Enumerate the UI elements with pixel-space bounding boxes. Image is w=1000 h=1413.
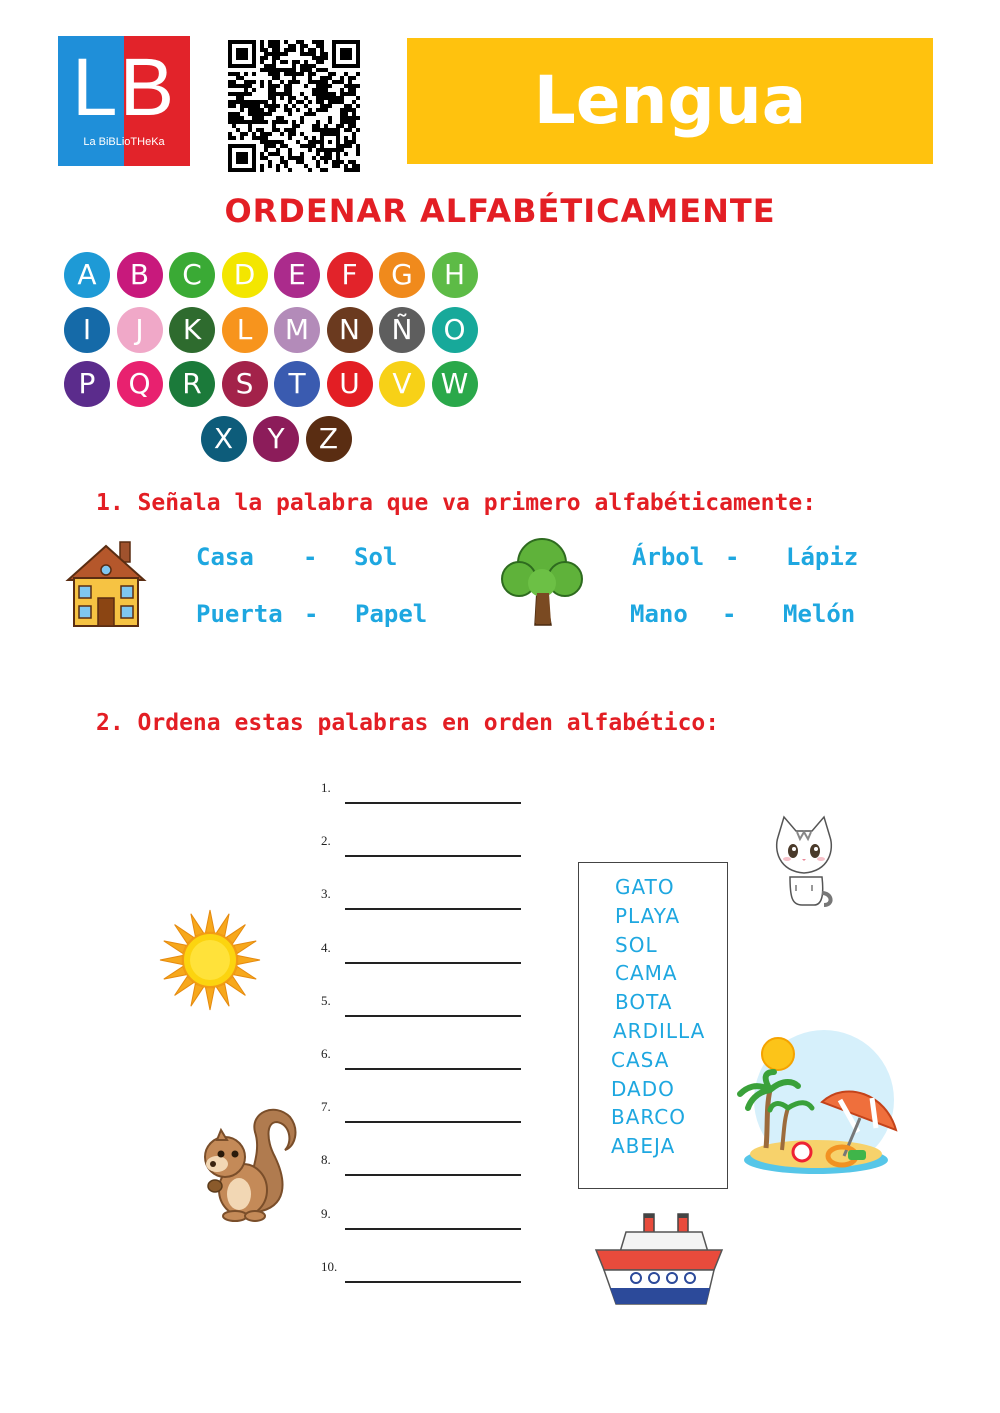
pair-3-dash: - bbox=[725, 543, 740, 571]
subject-title: Lengua bbox=[533, 62, 807, 139]
pair-4-word-a[interactable]: Mano bbox=[630, 600, 688, 628]
sun-icon bbox=[158, 908, 262, 1012]
word-list-item: BARCO bbox=[611, 1105, 687, 1130]
letter-circle: X bbox=[201, 416, 247, 462]
letter-circle: K bbox=[169, 307, 215, 353]
logo-subtitle: La BiBLioTHeKa bbox=[83, 136, 165, 148]
pair-1-dash: - bbox=[303, 543, 318, 571]
squirrel-icon bbox=[195, 1102, 300, 1222]
letter-circle: P bbox=[64, 361, 110, 407]
letter-circle: T bbox=[274, 361, 320, 407]
letter-circle: G bbox=[379, 252, 425, 298]
question-1-title: 1. Señala la palabra que va primero alfabéticamente: bbox=[96, 490, 817, 516]
letter-circle: C bbox=[169, 252, 215, 298]
answer-number: 2. bbox=[321, 833, 331, 849]
word-list-item: PLAYA bbox=[615, 903, 681, 928]
letter-circle: J bbox=[117, 307, 163, 353]
letter-circle: E bbox=[274, 252, 320, 298]
house-icon bbox=[64, 540, 148, 628]
answer-number: 1. bbox=[321, 780, 331, 795]
pair-2-word-b[interactable]: Papel bbox=[355, 600, 428, 628]
answer-line[interactable] bbox=[345, 855, 521, 857]
answer-number: 8. bbox=[321, 1152, 331, 1168]
letter-circle: A bbox=[64, 252, 110, 298]
answer-line[interactable] bbox=[345, 962, 521, 964]
letter-circle: D bbox=[222, 252, 268, 298]
answer-line[interactable] bbox=[345, 1121, 521, 1123]
word-box bbox=[578, 862, 728, 1189]
pair-3-word-a[interactable]: Árbol bbox=[632, 543, 705, 571]
question-2-title: 2. Ordena estas palabras en orden alfabético: bbox=[96, 710, 720, 736]
answer-line[interactable] bbox=[345, 1015, 521, 1017]
letter-circle: Q bbox=[117, 361, 163, 407]
letter-circle: F bbox=[327, 252, 373, 298]
letter-circle: U bbox=[327, 361, 373, 407]
answer-line[interactable] bbox=[345, 908, 521, 910]
pair-2-word-a[interactable]: Puerta bbox=[196, 600, 283, 628]
word-list-item: CASA bbox=[611, 1047, 670, 1072]
word-list-item: CAMA bbox=[615, 961, 678, 986]
pair-4-word-b[interactable]: Melón bbox=[783, 600, 856, 628]
answer-number: 6. bbox=[321, 1046, 331, 1061]
page-title: ORDENAR ALFABÉTICAMENTE bbox=[224, 192, 776, 230]
beach-icon bbox=[736, 1028, 902, 1184]
letter-circle: O bbox=[432, 307, 478, 353]
answer-line[interactable] bbox=[345, 1068, 521, 1070]
answer-number: 5. bbox=[321, 992, 331, 1008]
word-list-item: SOL bbox=[615, 932, 658, 957]
subject-banner bbox=[407, 38, 933, 164]
answer-number: 10. bbox=[321, 1258, 338, 1274]
answer-line[interactable] bbox=[345, 1174, 521, 1176]
pair-1-word-a[interactable]: Casa bbox=[196, 543, 254, 571]
word-list-item: GATO bbox=[615, 875, 675, 899]
answer-number: 4. bbox=[321, 939, 331, 955]
letter-circle: M bbox=[274, 307, 320, 353]
letter-circle: Ñ bbox=[379, 307, 425, 353]
cat-icon bbox=[772, 815, 837, 907]
letter-circle: L bbox=[222, 307, 268, 353]
letter-circle: B bbox=[117, 252, 163, 298]
letter-circle: Y bbox=[253, 416, 299, 462]
letter-circle: V bbox=[379, 361, 425, 407]
logo-letters: LB bbox=[71, 42, 177, 133]
answer-number: 7. bbox=[321, 1099, 331, 1115]
answer-line[interactable] bbox=[345, 1228, 521, 1230]
answer-number: 3. bbox=[321, 886, 331, 902]
answer-number: 9. bbox=[321, 1205, 331, 1221]
answer-line[interactable] bbox=[345, 802, 521, 804]
letter-circle: Z bbox=[306, 416, 352, 462]
letter-circle: N bbox=[327, 307, 373, 353]
ship-icon bbox=[590, 1210, 726, 1306]
pair-1-word-b[interactable]: Sol bbox=[354, 543, 398, 571]
pair-3-word-b[interactable]: Lápiz bbox=[786, 543, 859, 571]
tree-icon bbox=[497, 535, 587, 627]
answer-line[interactable] bbox=[345, 1281, 521, 1283]
word-list-item: BOTA bbox=[615, 990, 673, 1015]
letter-circle: W bbox=[432, 361, 478, 407]
word-list-item: ABEJA bbox=[611, 1134, 676, 1159]
logo bbox=[58, 36, 190, 166]
letter-circle: R bbox=[169, 361, 215, 407]
word-list-item: DADO bbox=[611, 1076, 675, 1101]
pair-2-dash: - bbox=[304, 600, 319, 628]
letter-circle: I bbox=[64, 307, 110, 353]
pair-4-dash: - bbox=[722, 600, 737, 628]
letter-circle: S bbox=[222, 361, 268, 407]
qr-code-icon bbox=[228, 40, 360, 172]
letter-circle: H bbox=[432, 252, 478, 298]
word-list-item: ARDILLA bbox=[613, 1019, 706, 1043]
